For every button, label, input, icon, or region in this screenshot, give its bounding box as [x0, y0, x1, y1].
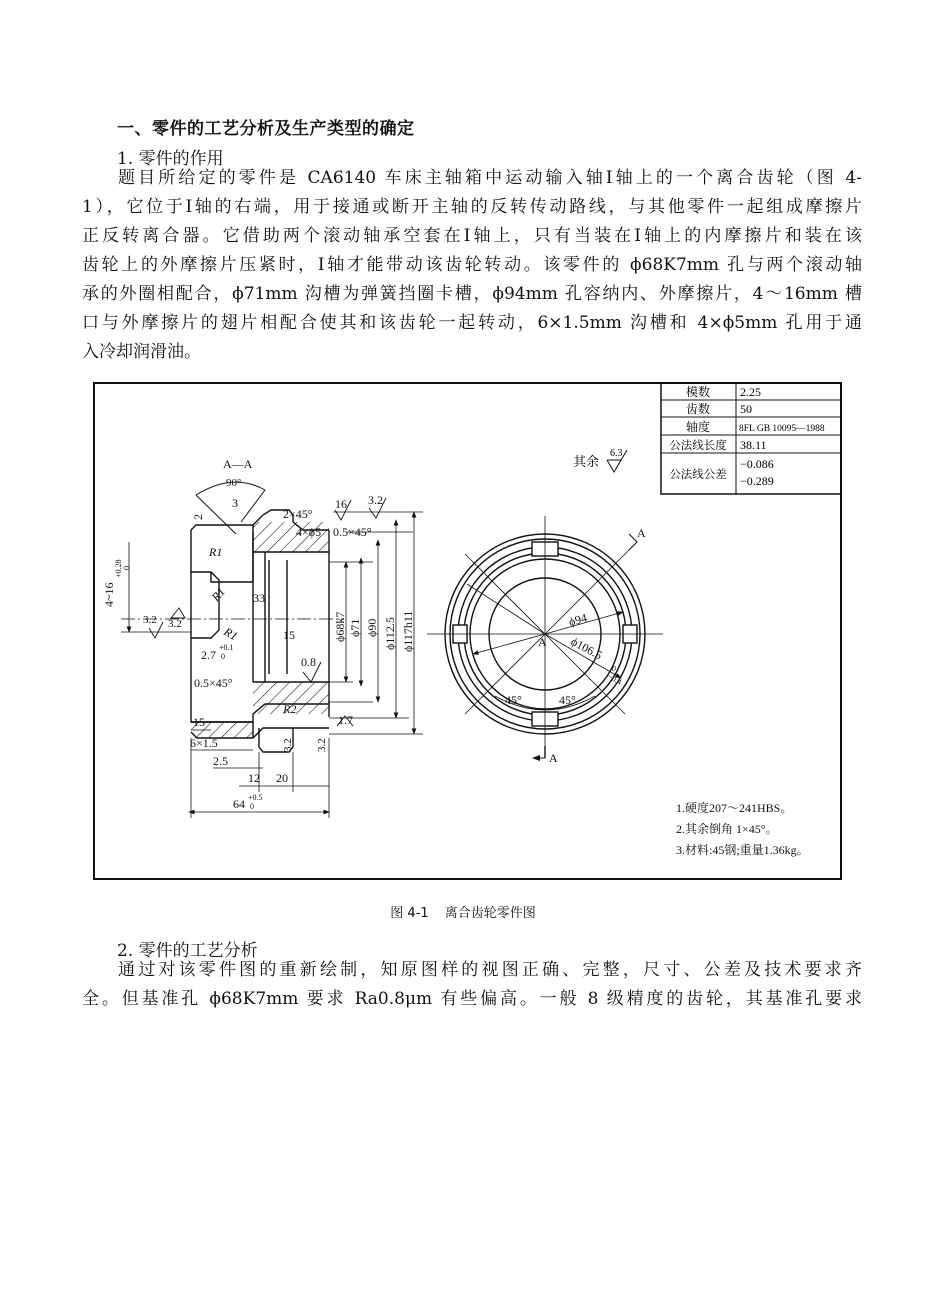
svg-text:3.2: 3.2 — [168, 618, 182, 630]
svg-text:其余: 其余 — [573, 454, 600, 469]
svg-text:ϕ117h11: ϕ117h11 — [401, 610, 415, 652]
svg-text:−0.289: −0.289 — [740, 474, 774, 488]
svg-text:ϕ68k7: ϕ68k7 — [333, 611, 347, 642]
svg-text:ϕ90: ϕ90 — [365, 618, 379, 637]
svg-text:3: 3 — [232, 496, 238, 510]
subsection-title-1: 1. 零件的作用 — [117, 149, 224, 169]
svg-text:R1: R1 — [209, 545, 223, 559]
svg-text:ϕ112.5: ϕ112.5 — [383, 617, 397, 650]
figure-number: 图 4-1 — [390, 906, 429, 921]
svg-text:0.5×45°: 0.5×45° — [194, 676, 233, 690]
svg-text:90°: 90° — [226, 477, 242, 489]
svg-text:−0.086: −0.086 — [740, 457, 774, 471]
svg-text:0: 0 — [122, 566, 131, 570]
text-line: 口与外摩擦片的翅片相配合使其和该齿轮一起转动，6×1.5mm 沟槽和 4×ϕ5mm 孔用于通 — [82, 313, 862, 333]
svg-text:2.7: 2.7 — [201, 648, 216, 662]
svg-text:ϕ94: ϕ94 — [567, 610, 589, 629]
svg-text:齿数: 齿数 — [685, 402, 711, 416]
svg-text:0.8: 0.8 — [301, 655, 316, 669]
svg-text:4~16: 4~16 — [102, 582, 116, 607]
svg-text:R2: R2 — [283, 702, 297, 716]
svg-text:2: 2 — [191, 514, 205, 520]
svg-text:3.材料:45钢;重量1.36kg。: 3.材料:45钢;重量1.36kg。 — [676, 843, 809, 857]
svg-text:6.3: 6.3 — [610, 448, 623, 459]
svg-text:4×ϕ5: 4×ϕ5 — [296, 525, 322, 539]
section-heading: 一、零件的工艺分析及生产类型的确定 — [117, 119, 415, 139]
svg-text:+0.1: +0.1 — [219, 643, 234, 652]
svg-text:20: 20 — [276, 771, 288, 785]
technical-notes — [676, 800, 809, 857]
paragraph-1 — [82, 164, 862, 367]
svg-text:16: 16 — [335, 497, 347, 511]
svg-text:2×45°: 2×45° — [283, 507, 313, 521]
figure-title: 离合齿轮零件图 — [444, 906, 536, 921]
svg-text:1.7: 1.7 — [338, 713, 353, 727]
svg-text:45°: 45° — [505, 693, 522, 707]
svg-text:R1: R1 — [208, 584, 228, 604]
svg-text:A: A — [549, 751, 558, 765]
text-line: 题目所给定的零件是 CA6140 车床主轴箱中运动输入轴Ⅰ轴上的一个离合齿轮（图 4- — [118, 168, 862, 188]
text-line: 入冷却润滑油。 — [82, 342, 201, 362]
subsection-title-2: 2. 零件的工艺分析 — [117, 941, 258, 961]
text-line: 全。但基准孔 ϕ68K7mm 要求 Ra0.8μm 有些偏高。一般 8 级精度的齿轮，其基准孔要求 — [82, 989, 862, 1009]
svg-text:公法线公差: 公法线公差 — [669, 469, 727, 481]
part-drawing-figure — [93, 382, 842, 880]
svg-text:模数: 模数 — [685, 385, 711, 399]
svg-text:1.硬度207～241HBS。: 1.硬度207～241HBS。 — [676, 801, 793, 815]
gear-data-table — [661, 383, 841, 494]
svg-text:ϕ71: ϕ71 — [348, 618, 362, 637]
svg-text:0: 0 — [610, 663, 618, 674]
section-view-a-a — [102, 457, 423, 818]
svg-text:2.其余倒角 1×45°。: 2.其余倒角 1×45°。 — [676, 822, 778, 836]
svg-text:12: 12 — [248, 771, 260, 785]
svg-text:3.2: 3.2 — [368, 493, 383, 507]
svg-text:0: 0 — [250, 802, 254, 811]
svg-text:3.2: 3.2 — [282, 738, 294, 752]
svg-text:ϕ106.5: ϕ106.5 — [568, 634, 605, 663]
svg-text:2.25: 2.25 — [740, 385, 761, 399]
roughness-other-symbol — [573, 448, 627, 472]
paragraph-2 — [82, 956, 862, 1014]
text-line: 承的外圈相配合，ϕ71mm 沟槽为弹簧挡圈卡槽，ϕ94mm 孔容纳内、外摩擦片，4～16mm 槽 — [82, 284, 862, 304]
svg-text:A—A: A—A — [223, 457, 253, 471]
svg-text:15: 15 — [283, 628, 295, 642]
figure-caption — [0, 902, 926, 921]
svg-text:3.2: 3.2 — [143, 614, 157, 626]
svg-text:33: 33 — [253, 591, 265, 605]
svg-text:0.5×45°: 0.5×45° — [333, 525, 372, 539]
engineering-drawing — [93, 382, 842, 880]
svg-text:3.2: 3.2 — [316, 738, 328, 752]
svg-text:50: 50 — [740, 402, 752, 416]
svg-text:0: 0 — [221, 652, 225, 661]
svg-text:6×1.5: 6×1.5 — [190, 736, 218, 750]
svg-text:轴度: 轴度 — [685, 420, 711, 434]
text-line: 通过对该零件图的重新绘制，知原图样的视图正确、完整，尺寸、公差及技术要求齐 — [118, 960, 862, 980]
svg-text:15: 15 — [193, 715, 205, 729]
svg-text:公法线长度: 公法线长度 — [669, 440, 727, 452]
svg-text:+0.28: +0.28 — [114, 559, 123, 578]
svg-text:64: 64 — [233, 797, 245, 811]
svg-text:38.11: 38.11 — [740, 438, 767, 452]
svg-text:−0.4: −0.4 — [606, 671, 624, 687]
svg-text:A: A — [538, 635, 547, 649]
svg-text:2.5: 2.5 — [213, 754, 228, 768]
text-line: 正反转离合器。它借助两个滚动轴承空套在Ⅰ轴上，只有当装在Ⅰ轴上的内摩擦片和装在该 — [82, 226, 862, 246]
svg-text:45°: 45° — [559, 693, 576, 707]
svg-text:A: A — [637, 526, 646, 540]
text-line: 1），它位于Ⅰ轴的右端，用于接通或断开主轴的反转传动路线，与其他零件一起组成摩擦片 — [82, 197, 862, 217]
text-line: 齿轮上的外摩擦片压紧时，Ⅰ轴才能带动该齿轮转动。该零件的 ϕ68K7mm 孔与两个滚动轴 — [82, 255, 862, 275]
svg-text:8FL GB 10095—1988: 8FL GB 10095—1988 — [739, 424, 825, 434]
front-view-gear — [427, 516, 663, 765]
svg-text:+0.5: +0.5 — [248, 793, 263, 802]
svg-text:R1: R1 — [221, 624, 241, 644]
